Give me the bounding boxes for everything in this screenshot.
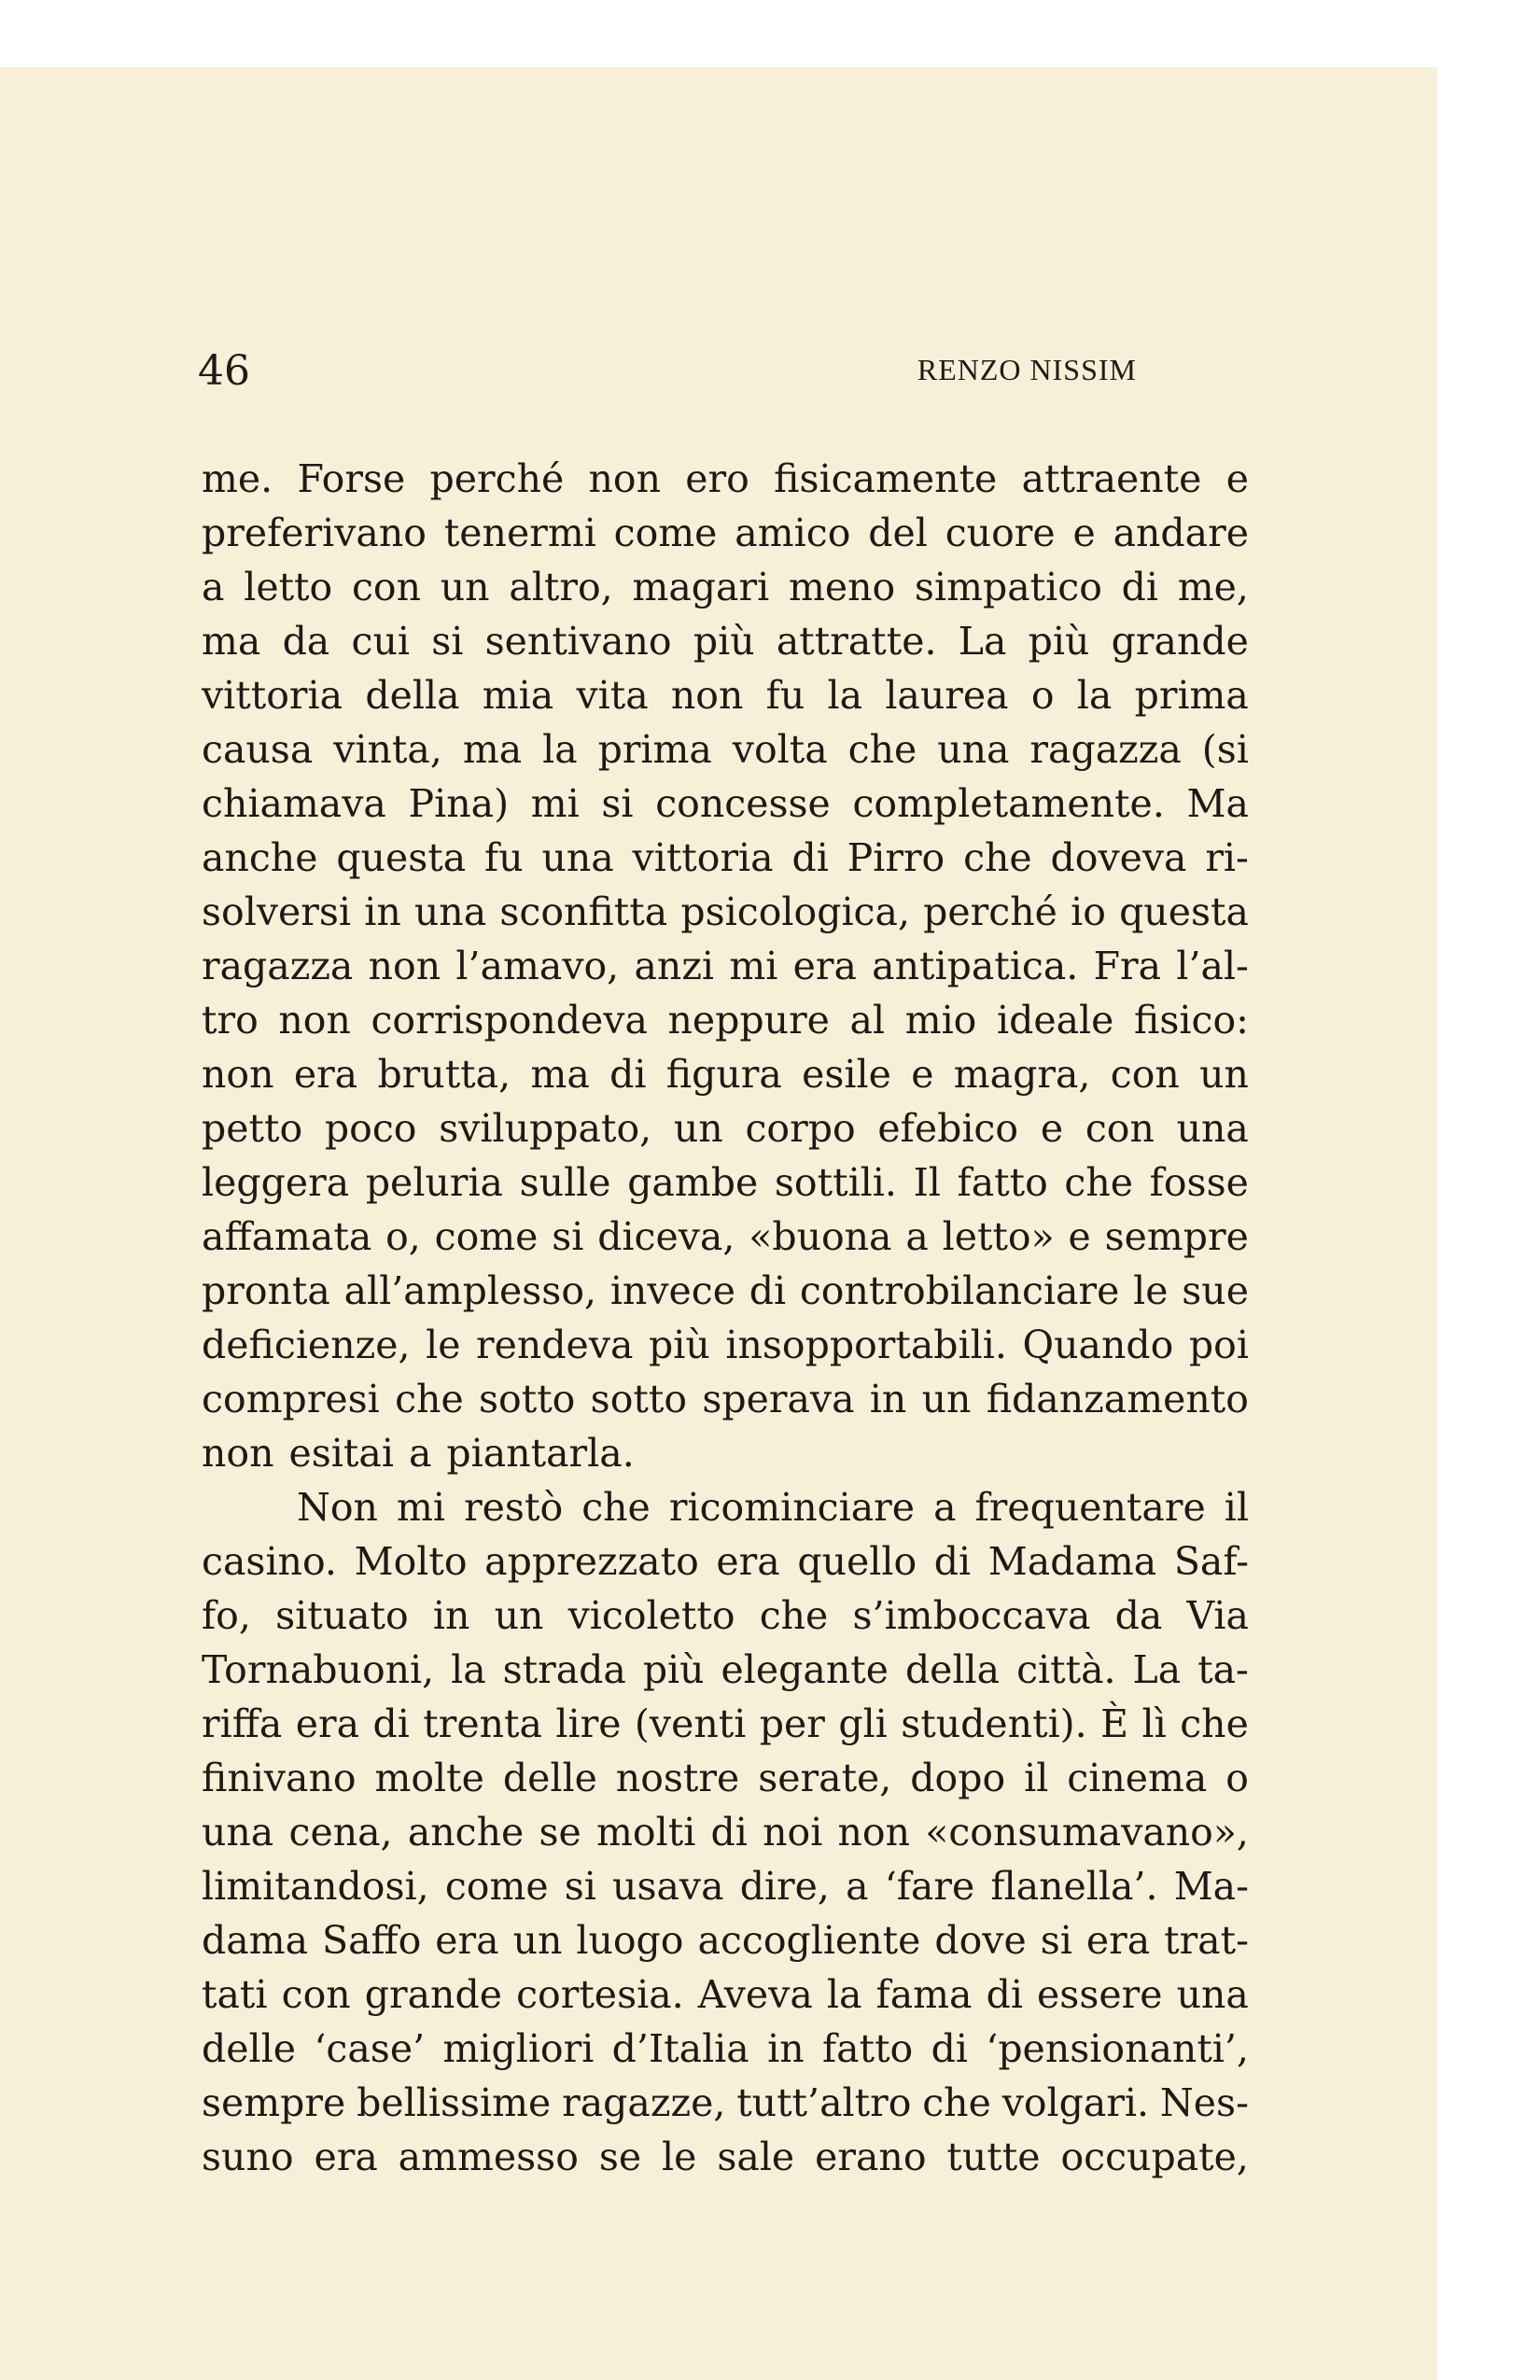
text-line: leggera peluria sulle gambe sottili. Il fatto che fosse	[202, 1160, 1249, 1205]
text-line: riffa era di trenta lire (venti per gli studenti). È lì che	[202, 1701, 1249, 1746]
text-line: deficienze, le rendeva più insopportabili. Quando poi	[202, 1323, 1249, 1367]
text-line: anche questa fu una vittoria di Pirro che doveva ri-	[202, 835, 1249, 880]
text-line: solversi in una sconfitta psicologica, perché io questa	[202, 889, 1249, 934]
text-line: me. Forse perché non ero fisicamente attraente e	[202, 456, 1249, 501]
text-line: finivano molte delle nostre serate, dopo il cinema o	[202, 1756, 1249, 1800]
text-line: tati con grande cortesia. Aveva la fama di essere una	[202, 1972, 1249, 2017]
text-line: una cena, anche se molti di noi non «consumavano»,	[202, 1810, 1249, 1855]
text-line: limitandosi, come si usava dire, a ‘fare flanella’. Ma-	[202, 1864, 1249, 1909]
text-line: non esitai a piantarla.	[202, 1431, 635, 1476]
text-line: dama Saffo era un luogo accogliente dove si era trat-	[202, 1918, 1249, 1963]
text-line: petto poco sviluppato, un corpo efebico e con una	[202, 1106, 1249, 1151]
text-line: affamata o, come si diceva, «buona a letto» e sempre	[202, 1214, 1249, 1259]
text-line: ma da cui si sentivano più attratte. La più grande	[202, 619, 1249, 664]
book-page	[0, 67, 1437, 2380]
text-line: preferivano tenermi come amico del cuore e andare	[202, 511, 1249, 555]
text-line: vittoria della mia vita non fu la laurea o la prima	[202, 673, 1249, 718]
text-line: a letto con un altro, magari meno simpatico di me,	[202, 565, 1249, 609]
page-number: 46	[198, 347, 250, 395]
text-line: sempre bellissime ragazze, tutt’altro che volgari. Nes-	[202, 2080, 1249, 2125]
text-line: Non mi restò che ricominciare a frequentare il	[297, 1485, 1249, 1530]
text-line: ragazza non l’amavo, anzi mi era antipatica. Fra l’al-	[202, 944, 1249, 988]
text-line: fo, situato in un vicoletto che s’imboccava da Via	[202, 1593, 1249, 1638]
text-line: tro non corrispondeva neppure al mio ideale fisico:	[202, 998, 1249, 1043]
running-head: RENZO NISSIM	[917, 353, 1137, 386]
text-line: causa vinta, ma la prima volta che una ragazza (si	[202, 727, 1249, 772]
text-line: casino. Molto apprezzato era quello di Madama Saf-	[202, 1539, 1249, 1584]
text-line: Tornabuoni, la strada più elegante della città. La ta-	[202, 1647, 1249, 1692]
text-line: chiamava Pina) mi si concesse completamente. Ma	[202, 781, 1249, 826]
text-line: pronta all’amplesso, invece di controbilanciare le sue	[202, 1268, 1249, 1313]
text-line: suno era ammesso se le sale erano tutte occupate,	[202, 2135, 1249, 2179]
text-line: non era brutta, ma di figura esile e magra, con un	[202, 1052, 1249, 1097]
text-line: delle ‘case’ migliori d’Italia in fatto di ‘pensionanti’,	[202, 2026, 1249, 2071]
body-text	[202, 452, 1249, 2184]
text-line: compresi che sotto sotto sperava in un fidanzamento	[202, 1377, 1249, 1421]
